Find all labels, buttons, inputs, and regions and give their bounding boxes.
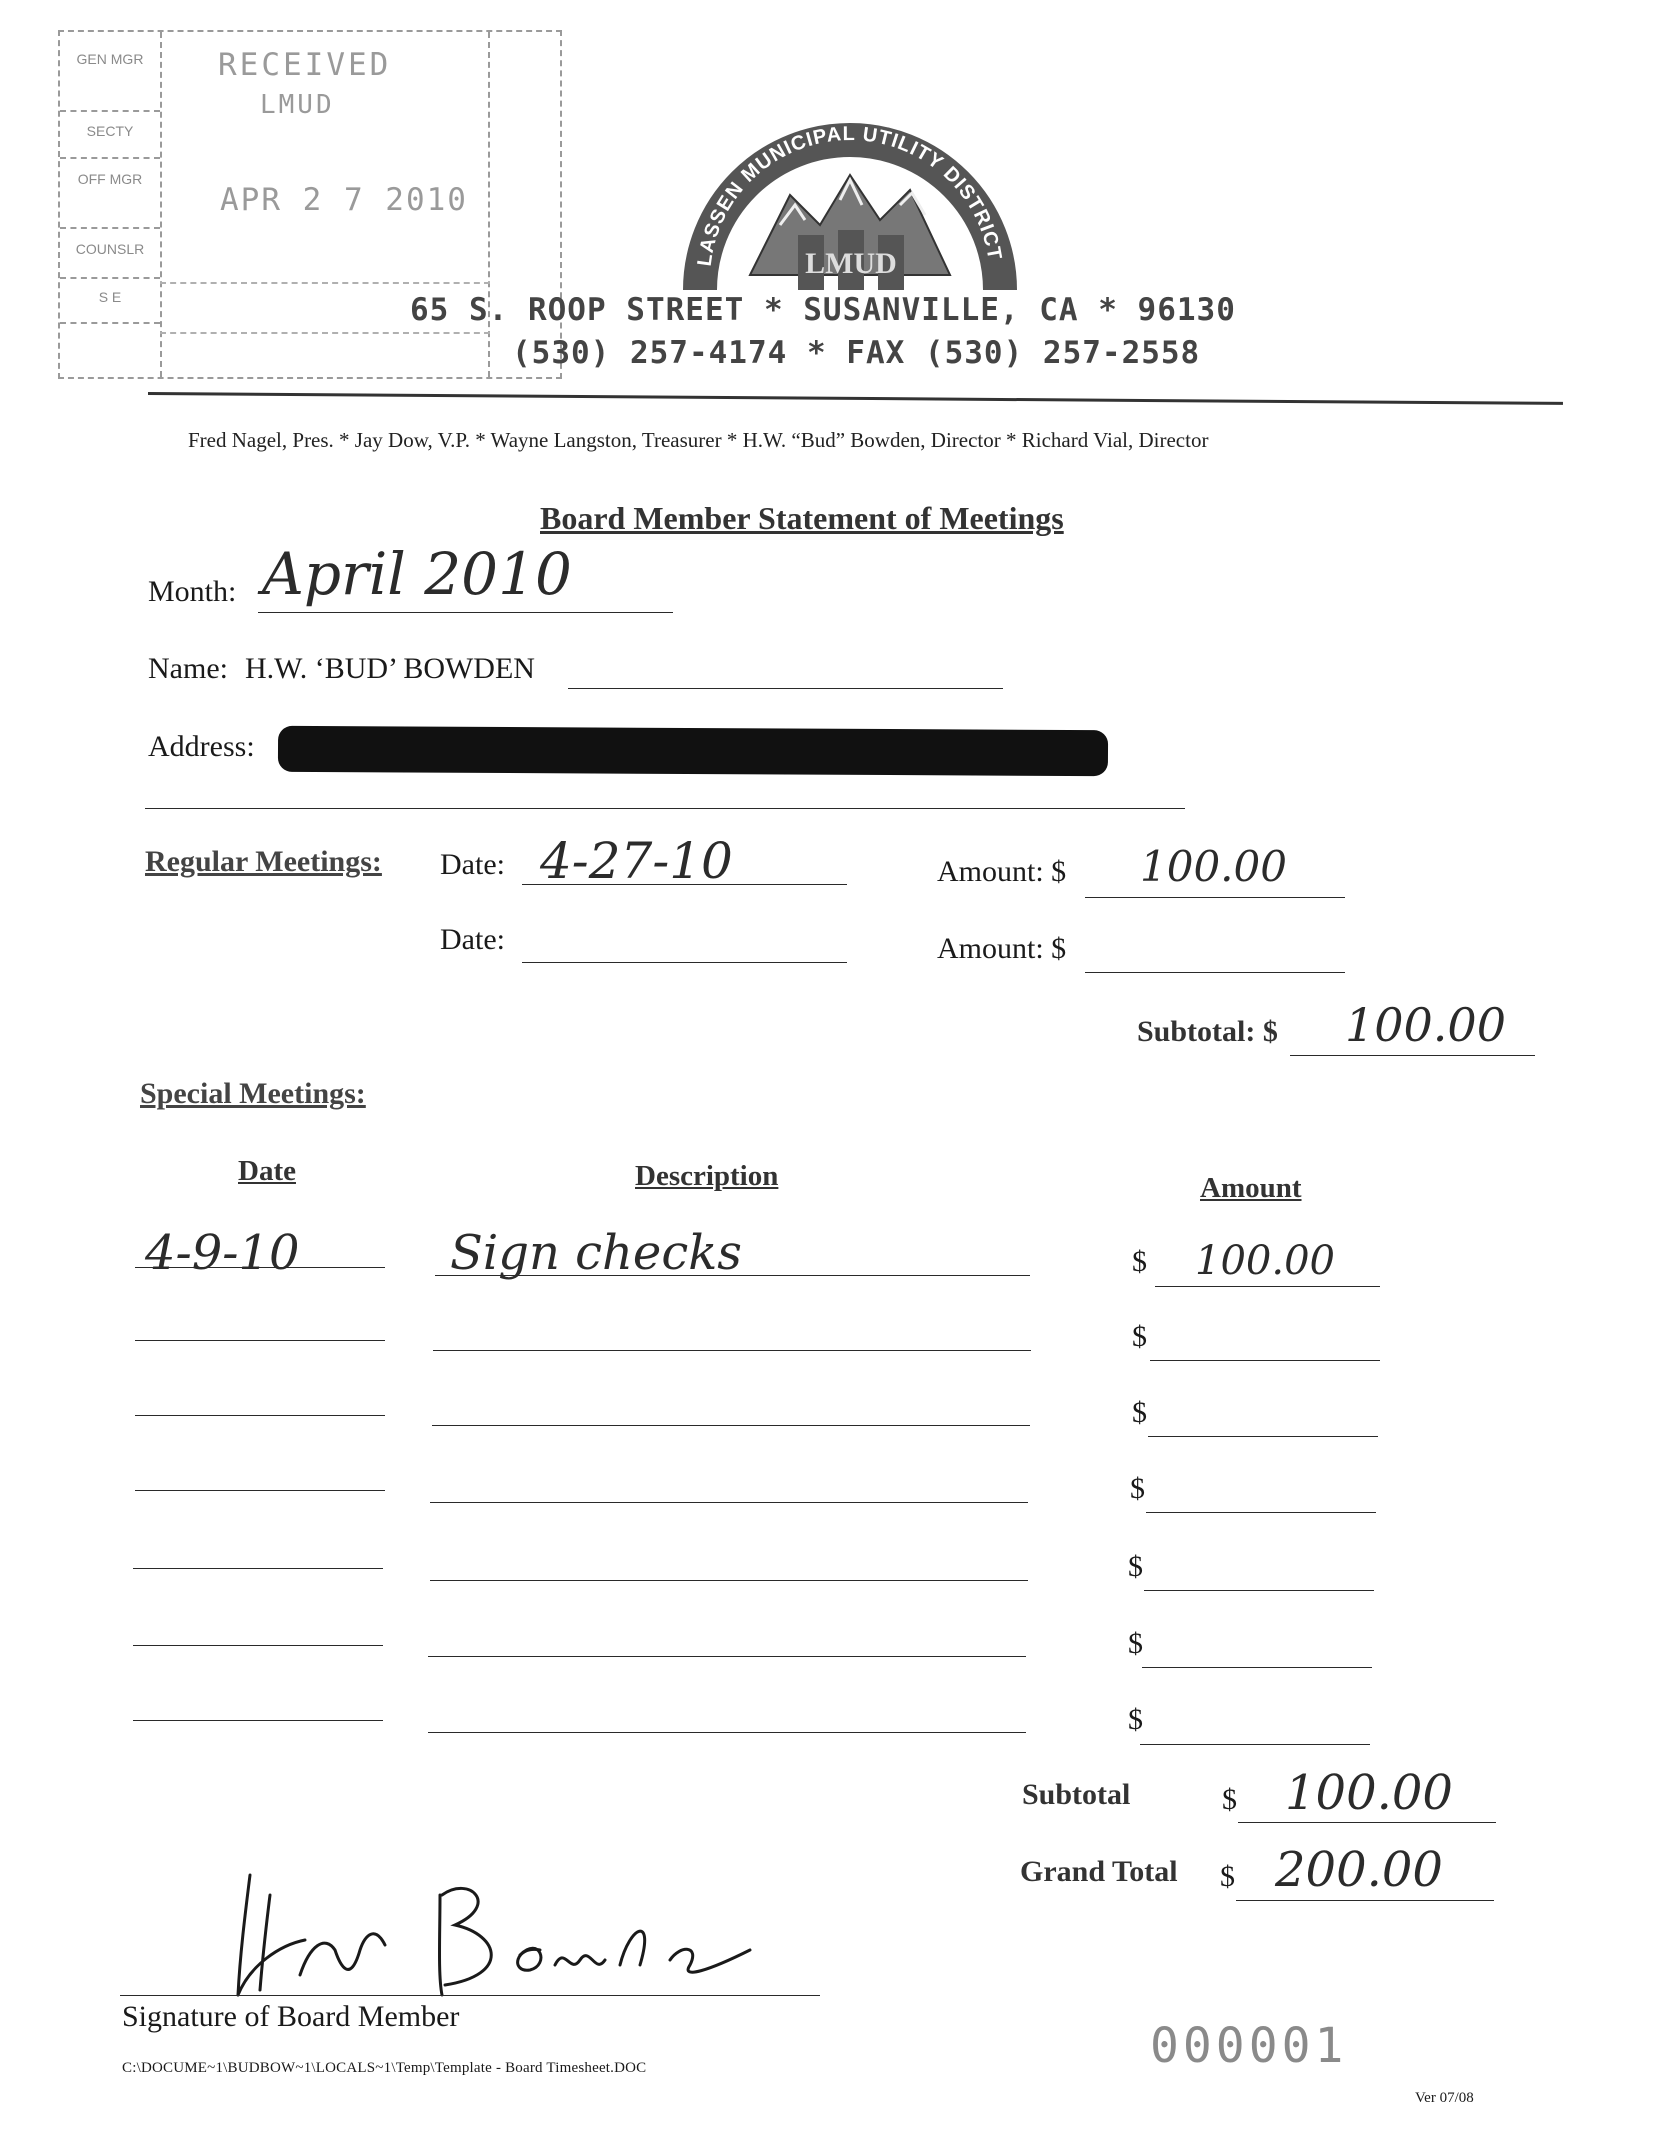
regular-amount-label: Amount: $ [937,855,1067,888]
col-date-header: Date [238,1155,296,1187]
special-date-line [133,1645,383,1646]
special-amount-line [1144,1590,1374,1591]
special-date-value[interactable]: 4-9-10 [145,1225,300,1281]
address-redaction [278,726,1108,776]
stamp-org-text: LMUD [260,90,335,120]
special-date-line [135,1415,385,1416]
special-date-line [135,1490,385,1491]
special-amount-line [1155,1286,1380,1287]
special-subtotal-value[interactable]: 100.00 [1285,1765,1453,1821]
stamp-cell: SECTY [86,123,134,139]
special-description-line [430,1580,1028,1581]
stamp-cell: COUNSLR [75,241,145,257]
district-logo [680,105,1020,310]
special-amount-line [1142,1667,1372,1668]
special-description-line [433,1350,1031,1351]
regular-subtotal-value[interactable]: 100.00 [1345,998,1506,1052]
name-value[interactable]: H.W. ‘BUD’ BOWDEN [245,652,535,685]
special-description-value[interactable]: Sign checks [450,1225,742,1281]
regular-date-label-2: Date: [440,923,505,956]
regular-meetings-label: Regular Meetings: [145,845,382,878]
special-date-line [135,1340,385,1341]
special-description-line [432,1425,1030,1426]
month-label: Month: [148,575,237,608]
special-meetings-label: Special Meetings: [140,1077,366,1110]
header-phone-line: (530) 257-4174 * FAX (530) 257-2558 [512,335,1201,371]
stamp-cell: OFF MGR [77,171,143,187]
special-dollar-sign: $ [1132,1396,1147,1429]
regular-date-line-2 [522,962,847,963]
stamp-routing-column [60,32,162,377]
version-label: Ver 07/08 [1415,2090,1474,2106]
special-description-line [435,1275,1030,1276]
officers-line: Fred Nagel, Pres. * Jay Dow, V.P. * Wayne Langston, Treasurer * H.W. “Bud” Bowden, Director * Richard Vial, Director [188,428,1209,452]
signature-line [120,1995,820,1996]
grand-total-value[interactable]: 200.00 [1275,1842,1443,1898]
month-line [258,612,673,613]
regular-subtotal-label: Subtotal: $ [1137,1015,1278,1048]
special-description-line [428,1656,1026,1657]
logo-arc-text: LASSEN MUNICIPAL UTILITY DISTRICT [693,123,1006,268]
special-subtotal-label: Subtotal [1022,1778,1131,1811]
address-label: Address: [148,730,255,763]
special-subtotal-dollar: $ [1222,1783,1237,1816]
grand-total-dollar: $ [1220,1860,1235,1893]
regular-date-line [522,884,847,885]
district-logo-graphic [680,105,1020,310]
special-amount-line [1140,1744,1370,1745]
special-amount-value[interactable]: 100.00 [1195,1238,1335,1284]
regular-amount-line [1085,897,1345,898]
special-amount-line [1148,1436,1378,1437]
name-label: Name: [148,652,228,685]
special-date-line [133,1720,383,1721]
special-dollar-sign: $ [1130,1472,1145,1505]
header-address-line: 65 S. ROOP STREET * SUSANVILLE, CA * 96130 [410,292,1236,328]
regular-date-value[interactable]: 4-27-10 [540,832,733,890]
col-description-header: Description [635,1160,779,1192]
signature-label: Signature of Board Member [122,2000,460,2033]
grand-total-label: Grand Total [1020,1855,1178,1888]
regular-amount-value[interactable]: 100.00 [1140,842,1287,891]
special-subtotal-line [1238,1822,1496,1823]
stamp-cell: S E [98,289,122,305]
special-dollar-sign: $ [1132,1320,1147,1353]
signature-glyph [210,1855,770,2005]
stamp-cell: GEN MGR [76,51,144,67]
regular-date-label: Date: [440,848,505,881]
special-dollar-sign: $ [1128,1550,1143,1583]
special-description-line [428,1732,1026,1733]
signature-drawing[interactable] [210,1855,770,2005]
col-amount-header: Amount [1200,1172,1302,1204]
special-dollar-sign: $ [1132,1245,1147,1278]
logo-monogram: LMUD [805,247,897,280]
special-date-line [133,1568,383,1569]
regular-subtotal-line [1290,1055,1535,1056]
name-line [568,688,1003,689]
grand-total-line [1236,1900,1494,1901]
document-number: 000001 [1150,2018,1348,2074]
month-value[interactable]: April 2010 [262,540,572,608]
form-title: Board Member Statement of Meetings [540,500,1064,536]
regular-amount-line-2 [1085,972,1345,973]
stamp-received-text: RECEIVED [218,47,392,83]
file-path: C:\DOCUME~1\BUDBOW~1\LOCALS~1\Temp\Template - Board Timesheet.DOC [122,2060,647,2076]
special-dollar-sign: $ [1128,1703,1143,1736]
special-date-line [135,1267,385,1268]
header-rule [148,392,1563,405]
special-description-line [430,1502,1028,1503]
special-amount-line [1146,1512,1376,1513]
special-amount-line [1150,1360,1380,1361]
address-line-2 [145,808,1185,809]
special-dollar-sign: $ [1128,1627,1143,1660]
regular-amount-label-2: Amount: $ [937,932,1067,965]
stamp-date-text: APR 2 7 2010 [220,182,468,218]
